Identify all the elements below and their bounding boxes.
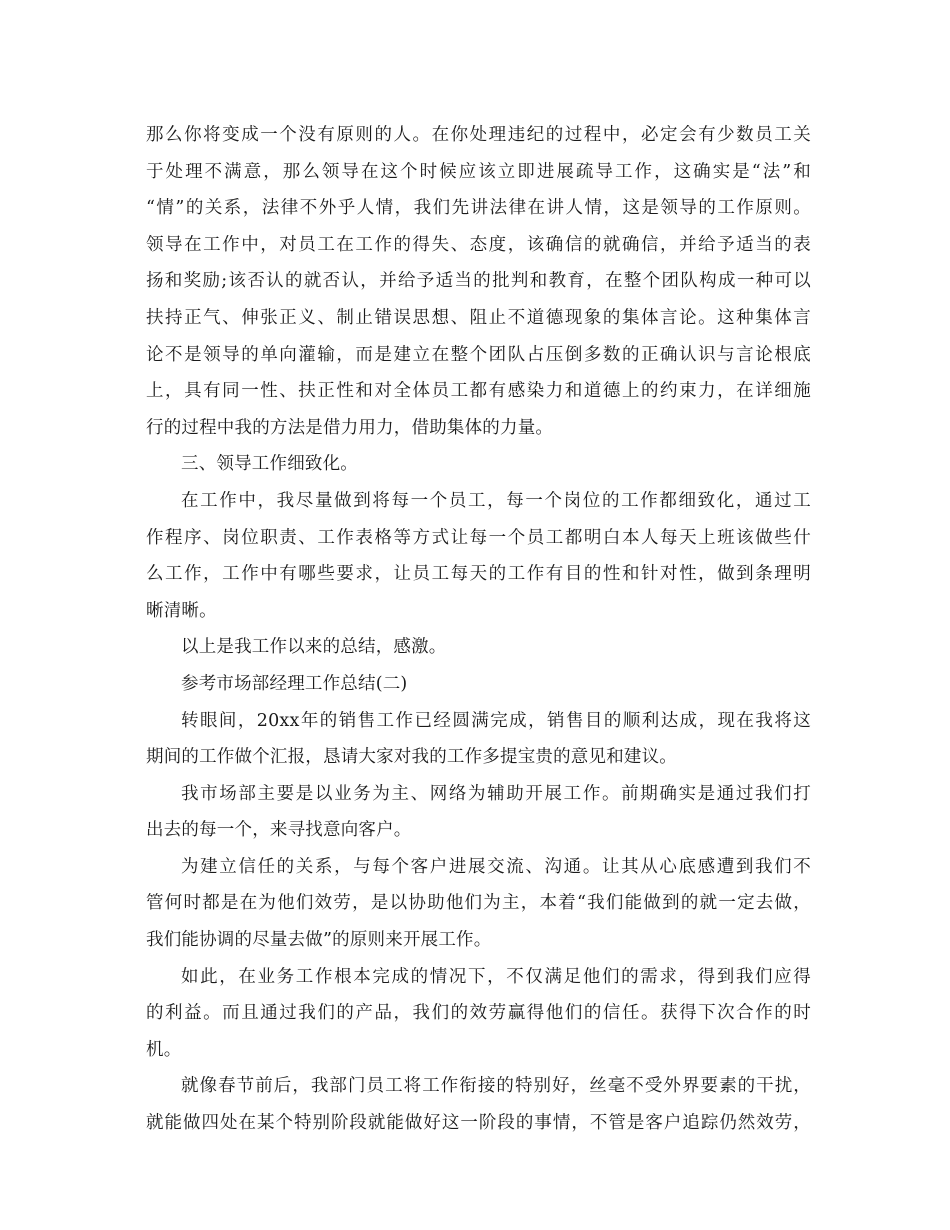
text-line: 期间的工作做个汇报，恳请大家对我的工作多提宝贵的意见和建议。 [146,747,677,768]
text-line: 论不是领导的单向灌输，而是建立在整个团队占压倒多数的正确认识与言论根底 [146,344,811,365]
text-line: 晰清晰。 [146,600,217,621]
paragraph [146,629,811,666]
text-line: 以上是我工作以来的总结，感激。 [181,637,447,658]
text-line: “情”的关系，法律不外乎人情，我们先讲法律在讲人情，这是领导的工作原则。 [146,198,811,219]
text-line: 为建立信任的关系，与每个客户进展交流、沟通。让其从心底感遭到我们不 [181,856,811,877]
text-line: 转眼间，20xx年的销售工作已经圆满完成，销售目的顺利达成，现在我将这 [181,710,811,731]
text-line: 就像春节前后，我部门员工将工作衔接的特别好，丝毫不受外界要素的干扰， [181,1076,811,1097]
text-line: 如此，在业务工作根本完成的情况下，不仅满足他们的需求，得到我们应得 [181,966,811,987]
text-line: 机。 [146,1039,182,1060]
text-line: 管何时都是在为他们效劳，是以协助他们为主，本着“我们能做到的就一定去做， [146,893,811,914]
text-line: 于处理不满意，那么领导在这个时候应该立即进展疏导工作，这确实是“法”和 [146,161,811,182]
text-line: 行的过程中我的方法是借力用力，借助集体的力量。 [146,417,554,438]
text-line: 么工作，工作中有哪些要求，让员工每天的工作有目的性和针对性，做到条理明 [146,564,811,585]
document-page [146,117,811,1142]
paragraph [146,483,811,629]
text-line: 三、领导工作细致化。 [181,454,358,475]
text-line: 的利益。而且通过我们的产品，我们的效劳赢得他们的信任。获得下次合作的时 [146,1003,811,1024]
text-line: 作程序、岗位职责、工作表格等方式让每一个员工都明白本人每天上班该做些什 [146,527,811,548]
paragraph [146,117,811,446]
paragraph [146,849,811,959]
text-line: 出去的每一个，来寻找意向客户。 [146,820,412,841]
paragraph [146,1068,811,1141]
text-line: 我市场部主要是以业务为主、网络为辅助开展工作。前期确实是通过我们打 [181,783,811,804]
paragraph [146,703,811,776]
text-line: 在工作中，我尽量做到将每一个员工，每一个岗位的工作都细致化，通过工 [181,490,811,511]
paragraph [146,959,811,1069]
text-line: 领导在工作中，对员工在工作的得失、态度，该确信的就确信，并给予适当的表 [146,234,811,255]
text-line: 扶持正气、伸张正义、制止错误思想、阻止不道德现象的集体言论。这种集体言 [146,307,811,328]
text-line: 上，具有同一性、扶正性和对全体员工都有感染力和道德上的约束力，在详细施 [146,381,811,402]
text-line: 那么你将变成一个没有原则的人。在你处理违纪的过程中，必定会有少数员工关 [146,125,811,145]
text-line: 参考市场部经理工作总结(二) [181,673,408,694]
section-heading [146,446,811,483]
text-line: 扬和奖励;该否认的就否认，并给予适当的批判和教育，在整个团队构成一种可以 [146,271,811,292]
text-line: 就能做四处在某个特别阶段就能做好这一阶段的事情，不管是客户追踪仍然效劳， [146,1113,811,1134]
document-subtitle [146,666,811,703]
text-line: 我们能协调的尽量去做”的原则来开展工作。 [146,930,492,951]
paragraph [146,776,811,849]
